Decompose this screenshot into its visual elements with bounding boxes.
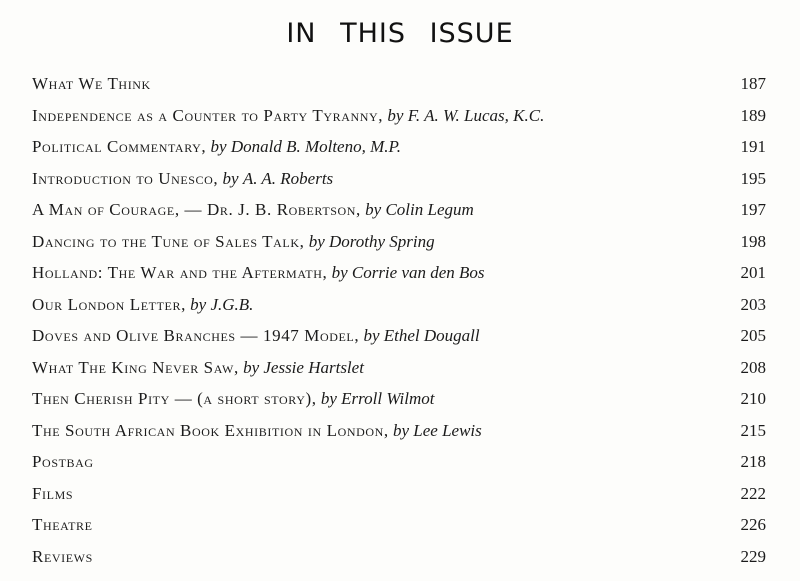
toc-row — [32, 446, 766, 478]
article-author: Dorothy Spring — [329, 231, 435, 251]
page-number: 208 — [740, 357, 766, 377]
by-word: by — [190, 294, 207, 314]
toc-row — [32, 257, 766, 289]
toc-row — [32, 68, 766, 100]
page-number: 215 — [740, 420, 766, 440]
article-author: J.G.B. — [210, 294, 254, 314]
toc-entry — [32, 226, 435, 258]
toc-row — [32, 289, 766, 321]
toc-row — [32, 383, 766, 415]
toc-entry — [32, 478, 73, 510]
toc-entry — [32, 320, 480, 352]
toc-row — [32, 352, 766, 384]
toc-row — [32, 478, 766, 510]
by-word: by — [331, 263, 348, 282]
toc-entry — [32, 194, 474, 226]
toc-row — [32, 320, 766, 352]
by-word: by — [393, 420, 410, 440]
page-number: 218 — [740, 452, 766, 471]
article-author: Erroll Wilmot — [341, 389, 435, 408]
by-word: by — [387, 105, 404, 125]
article-title: What We Think — [32, 74, 151, 93]
article-author: Colin Legum — [385, 200, 474, 219]
toc-entry — [32, 131, 401, 163]
article-author: Jessie Hartslet — [263, 357, 364, 377]
article-title: Theatre — [32, 515, 93, 534]
article-author: Corrie van den Bos — [351, 263, 485, 282]
article-author: A. A. Roberts — [242, 168, 334, 188]
by-word: by — [210, 137, 227, 156]
article-author: Donald B. Molteno, M.P. — [230, 137, 401, 156]
article-title: Reviews — [32, 546, 93, 566]
toc-entry — [32, 352, 364, 384]
toc-entry — [32, 100, 544, 132]
by-word: by — [308, 231, 325, 251]
article-author: F. A. W. Lucas, K.C. — [407, 105, 545, 125]
by-word: by — [363, 326, 380, 345]
toc-entry — [32, 446, 94, 478]
page-number: 210 — [740, 389, 766, 408]
by-word: by — [243, 357, 260, 377]
toc-row — [32, 131, 766, 163]
article-title: Doves and Olive Branches — 1947 Model, — [32, 326, 360, 345]
page-number: 198 — [740, 231, 766, 251]
article-title: Political Commentary, — [32, 137, 207, 156]
toc-row — [32, 194, 766, 226]
article-author: Lee Lewis — [413, 420, 482, 440]
toc-entry — [32, 541, 93, 573]
page-number: 226 — [740, 515, 766, 534]
toc-row — [32, 541, 766, 573]
article-title: Then Cherish Pity — (a short story), — [32, 389, 317, 408]
toc-row — [32, 163, 766, 195]
toc-entry — [32, 257, 485, 289]
article-title: Dancing to the Tune of Sales Talk, — [32, 231, 305, 251]
article-title: What The King Never Saw, — [32, 357, 239, 377]
toc-entry — [32, 289, 253, 321]
page-number: 201 — [740, 263, 766, 282]
by-word: by — [320, 389, 337, 408]
article-author: Ethel Dougall — [383, 326, 480, 345]
toc-entry — [32, 415, 482, 447]
page-number: 222 — [740, 483, 766, 503]
article-title: The South African Book Exhibition in London, — [32, 420, 389, 440]
toc-entry — [32, 163, 333, 195]
article-title: A Man of Courage, — Dr. J. B. Robertson, — [32, 200, 361, 219]
page-number: 197 — [740, 200, 766, 219]
article-title: Independence as a Counter to Party Tyranny, — [32, 105, 384, 125]
toc-row — [32, 415, 766, 447]
by-word: by — [365, 200, 382, 219]
page-number: 191 — [740, 137, 766, 156]
page-heading: IN THIS ISSUE — [286, 18, 514, 49]
page-number: 203 — [740, 294, 766, 314]
toc-entry — [32, 383, 435, 415]
by-word: by — [222, 168, 239, 188]
toc-entry — [32, 509, 93, 541]
article-title: Postbag — [32, 452, 94, 471]
article-title: Our London Letter, — [32, 294, 186, 314]
article-title: Holland: The War and the Aftermath, — [32, 263, 328, 282]
article-title: Films — [32, 483, 74, 503]
article-title: Introduction to Unesco, — [32, 168, 219, 188]
table-of-contents — [32, 68, 766, 572]
toc-entry — [32, 68, 151, 100]
page-number: 205 — [740, 326, 766, 345]
page-number: 187 — [740, 74, 766, 93]
toc-row — [32, 226, 766, 258]
page-number: 229 — [740, 546, 766, 566]
page-number: 189 — [740, 105, 766, 125]
toc-row — [32, 509, 766, 541]
page-number: 195 — [740, 168, 766, 188]
toc-row — [32, 100, 766, 132]
